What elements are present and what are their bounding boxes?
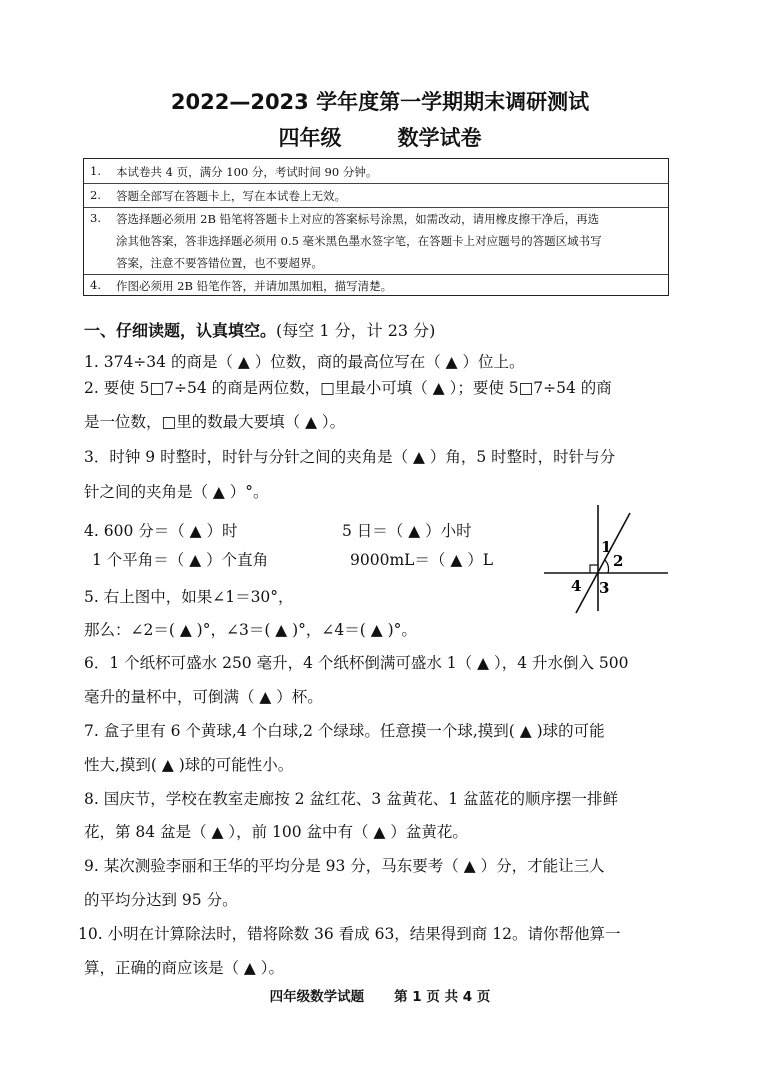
question-10-cont: 算，正确的商应该是（ ▲ ）。: [84, 959, 285, 977]
question-9-cont: 的平均分达到 95 分。: [84, 891, 238, 909]
footer-title: 四年级数学试题: [269, 989, 365, 1005]
angle-label-2: 2: [613, 552, 624, 570]
divider: [84, 207, 668, 208]
question-4a: 4. 600 分＝（ ▲ ）时: [84, 522, 238, 540]
question-10: 10. 小明在计算除法时，错将除数 36 看成 63，结果得到商 12。请你帮他算一: [78, 925, 621, 943]
question-8: 8. 国庆节，学校在教室走廊按 2 盆红花、3 盆黄花、1 盆蓝花的顺序摆一排鲜: [84, 790, 619, 808]
section-scoring: (每空 1 分，计 23 分): [276, 321, 436, 340]
instruction-text: 答案，注意不要答错位置，也不要超界。: [116, 256, 323, 270]
divider: [84, 274, 668, 275]
question-1: 1. 374÷34 的商是（ ▲ ）位数，商的最高位写在（ ▲ ）位上。: [84, 353, 525, 371]
question-7-cont: 性大,摸到( ▲ )球的可能性小。: [84, 756, 294, 774]
question-2: 2. 要使 5□7÷54 的商是两位数，□里最小可填（ ▲ ）；要使 5□7÷54 的商: [84, 379, 612, 397]
instruction-number: 1.: [90, 164, 101, 178]
angle-arc: [605, 560, 609, 573]
instruction-number: 4.: [90, 278, 101, 292]
question-6-cont: 毫升的量杯中，可倒满（ ▲ ）杯。: [84, 688, 323, 706]
question-8-cont: 花，第 84 盆是（ ▲ ），前 100 盆中有（ ▲ ）盆黄花。: [84, 823, 468, 841]
question-2-cont: 是一位数，□里的数最大要填（ ▲ ）。: [84, 413, 346, 431]
instructions-box: [83, 158, 669, 296]
subject-label: 数学试卷: [397, 126, 482, 150]
angle-label-4: 4: [571, 577, 582, 595]
question-4c: 1 个平角＝（ ▲ ）个直角: [92, 551, 269, 569]
question-9: 9. 某次测验李丽和王华的平均分是 93 分，马东要考（ ▲ ）分，才能让三人: [84, 857, 605, 875]
page-number: 第 1 页 共 4 页: [394, 989, 491, 1005]
exam-title: 2022—2023 学年度第一学期期末调研测试: [170, 90, 590, 114]
section-title: 一、仔细读题，认真填空。: [84, 321, 277, 340]
angle-label-1: 1: [601, 538, 612, 556]
divider: [84, 183, 668, 184]
angle-figure: [542, 503, 672, 619]
question-5-cont: 那么：∠2＝( ▲ )°，∠3＝( ▲ )°，∠4＝( ▲ )°。: [84, 621, 417, 639]
question-4d: 9000mL＝（ ▲ ）L: [350, 551, 494, 569]
instruction-number: 2.: [90, 188, 101, 202]
section-heading: [84, 318, 435, 341]
page-footer: [0, 985, 760, 1005]
exam-subtitle: [0, 122, 760, 152]
question-7: 7. 盒子里有 6 个黄球,4 个白球,2 个绿球。任意摸一个球,摸到( ▲ )球的可能: [84, 722, 605, 740]
question-6: 6．1 个纸杯可盛水 250 毫升，4 个纸杯倒满可盛水 1（ ▲ ），4 升水倒入 500: [84, 654, 629, 672]
question-4b: 5 日＝（ ▲ ）小时: [342, 522, 472, 540]
question-3-cont: 针之间的夹角是（ ▲ ）°。: [84, 483, 269, 501]
grade-label: 四年级: [278, 126, 342, 150]
instruction-text: 答选择题必须用 2B 铅笔将答题卡上对应的答案标号涂黑，如需改动，请用橡皮擦干净后，再选: [116, 212, 600, 226]
instruction-text: 涂其他答案，答非选择题必须用 0.5 毫米黑色墨水签字笔，在答题卡上对应题号的答题区域书写: [116, 234, 602, 248]
instruction-number: 3.: [90, 211, 101, 225]
instruction-text: 作图必须用 2B 铅笔作答，并请加黑加粗，描写清楚。: [116, 279, 393, 293]
question-3: 3．时钟 9 时整时，时针与分针之间的夹角是（ ▲ ）角，5 时整时，时针与分: [84, 448, 616, 466]
angle-label-3: 3: [599, 579, 610, 597]
instruction-text: 本试卷共 4 页，满分 100 分，考试时间 90 分钟。: [116, 165, 378, 179]
instruction-text: 答题全部写在答题卡上，写在本试卷上无效。: [116, 189, 346, 203]
right-angle-mark: [590, 565, 598, 573]
question-5: 5. 右上图中，如果∠1＝30°，: [84, 588, 294, 606]
